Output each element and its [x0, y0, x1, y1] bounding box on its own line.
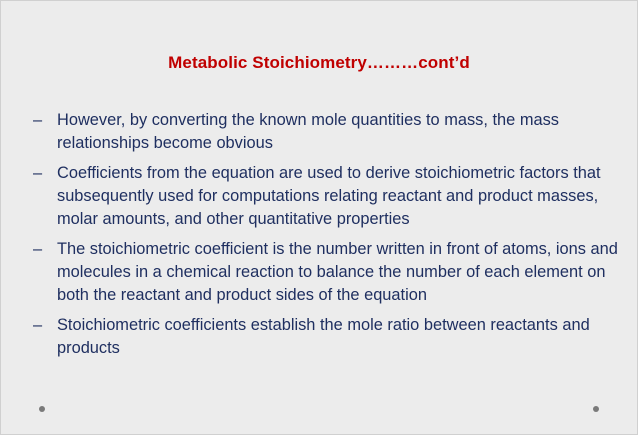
bullet-text: The stoichiometric coefficient is the number written in front of atoms, ions and molecules in a chemical reaction to balance the number of each element on both the reactant and product sides of the equation [57, 240, 618, 304]
bullet-text: Stoichiometric coefficients establish the mole ratio between reactants and products [57, 316, 590, 357]
slide-title: Metabolic Stoichiometry………cont’d [168, 53, 470, 72]
bullet-item [33, 314, 618, 360]
bullet-item [33, 109, 618, 155]
bullet-dash: – [33, 164, 43, 182]
bullet-text: However, by converting the known mole quantities to mass, the mass relationships become obvious [57, 111, 559, 152]
bullet-dash: – [33, 111, 43, 129]
bullet-item [33, 238, 618, 307]
bullet-list [33, 109, 618, 367]
bullet-dash: – [33, 240, 43, 258]
decorative-dot-icon [593, 406, 599, 412]
bullet-text: Coefficients from the equation are used to derive stoichiometric factors that subsequently used for computations relating reactant and product masses, molar amounts, and other quantitative properties [57, 164, 601, 228]
decorative-dot-icon [39, 406, 45, 412]
bullet-dash: – [33, 316, 43, 334]
bullet-item [33, 162, 618, 231]
